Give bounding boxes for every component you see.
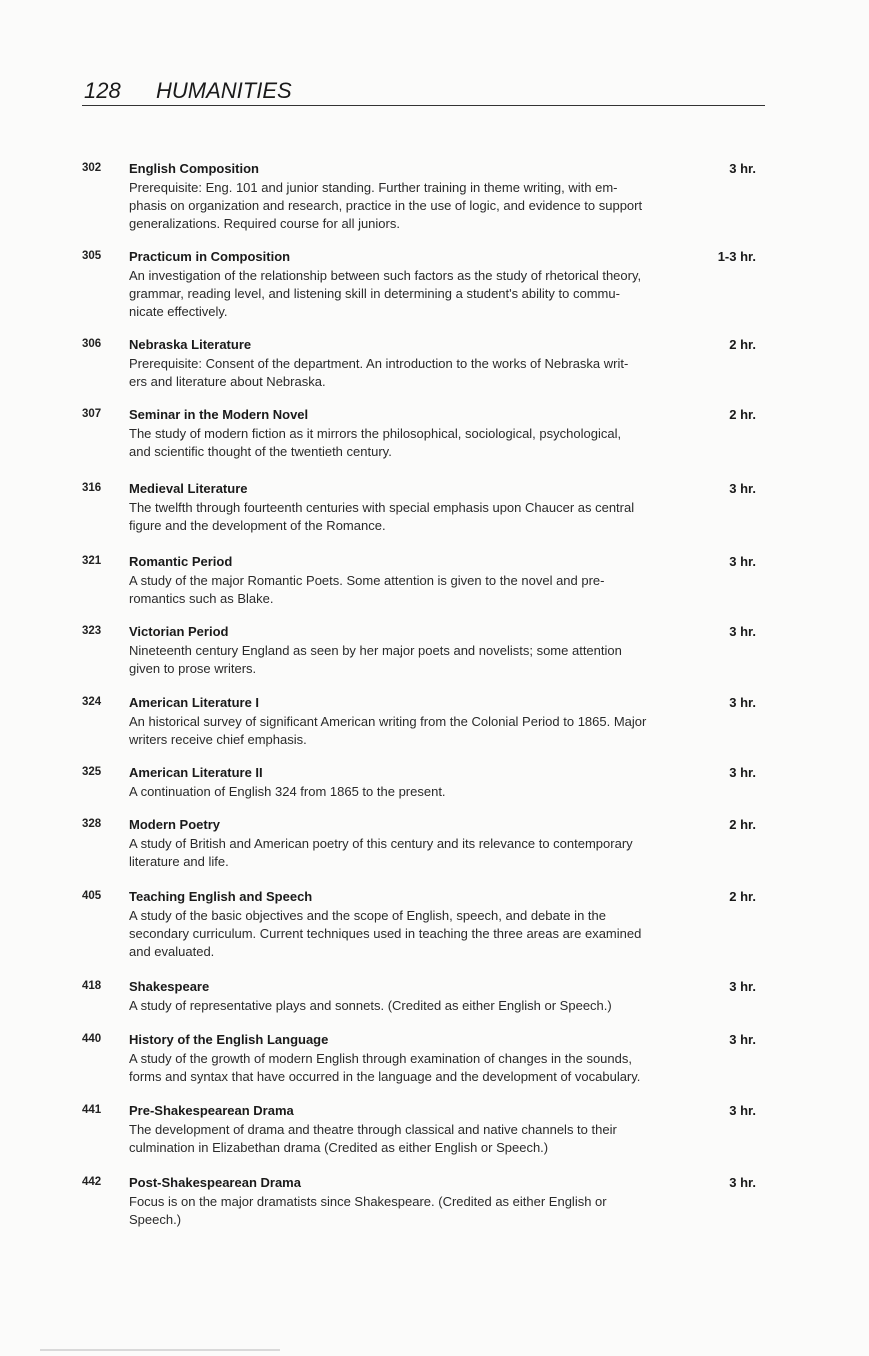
- course-title: Shakespeare: [129, 979, 210, 994]
- course-description: A continuation of English 324 from 1865 to the present.: [129, 784, 446, 799]
- course-description: Prerequisite: Consent of the department. An introduction to the works of Nebraska writ- ers and literature about Nebraska.: [129, 356, 629, 390]
- course-title: English Composition: [129, 161, 259, 176]
- course-title: Romantic Period: [129, 554, 233, 569]
- course-hours: 3 hr.: [729, 1175, 756, 1190]
- course-description: An historical survey of significant American writing from the Colonial Period to 1865. Major writers receive chief emphasis.: [129, 714, 647, 748]
- course-title: Post-Shakespearean Drama: [129, 1175, 301, 1190]
- course-description: Nineteenth century England as seen by her major poets and novelists; some attention given to prose writers.: [129, 643, 622, 677]
- header-rule: [82, 105, 765, 106]
- scan-edge-mark: [40, 1349, 280, 1351]
- course-title: American Literature II: [129, 765, 263, 780]
- course-hours: 3 hr.: [729, 554, 756, 569]
- course-hours: 3 hr.: [729, 695, 756, 710]
- course-hours: 3 hr.: [729, 979, 756, 994]
- course-hours: 3 hr.: [729, 624, 756, 639]
- page-number: 128: [84, 78, 121, 103]
- course-hours: 2 hr.: [729, 817, 756, 832]
- course-description: The study of modern fiction as it mirrors the philosophical, sociological, psychological, and scientific thought of the twentieth century.: [129, 426, 622, 460]
- course-description: Focus is on the major dramatists since Shakespeare. (Credited as either English or Speech.): [129, 1194, 607, 1228]
- course-hours: 2 hr.: [729, 407, 756, 422]
- course-number: 328: [82, 818, 102, 830]
- course-title: American Literature I: [129, 695, 260, 710]
- course-hours: 1-3 hr.: [717, 249, 756, 264]
- course-number: 302: [82, 162, 102, 174]
- course-description: A study of the major Romantic Poets. Some attention is given to the novel and pre- romantics such as Blake.: [129, 573, 605, 607]
- course-description: A study of representative plays and sonnets. (Credited as either English or Speech.): [129, 998, 612, 1013]
- course-number: 306: [82, 338, 102, 350]
- section-title: HUMANITIES: [156, 78, 292, 103]
- course-number: 440: [82, 1033, 102, 1045]
- course-description: Prerequisite: Eng. 101 and junior standing. Further training in theme writing, with em- phasis on organization and research, practice in the use of logic, and evidence to support generalizations. Required course for all juniors.: [129, 180, 643, 232]
- course-number: 325: [82, 766, 102, 778]
- course-hours: 2 hr.: [729, 889, 756, 904]
- course-number: 307: [82, 408, 102, 420]
- course-description: A study of the growth of modern English through examination of changes in the sounds, forms and syntax that have occurred in the language and the development of vocabulary.: [129, 1051, 641, 1085]
- course-title: History of the English Language: [129, 1032, 329, 1047]
- course-number: 323: [82, 625, 102, 637]
- course-number: 441: [82, 1104, 102, 1116]
- course-hours: 2 hr.: [729, 337, 756, 352]
- course-hours: 3 hr.: [729, 1103, 756, 1118]
- course-number: 405: [82, 890, 102, 902]
- course-title: Victorian Period: [129, 624, 229, 639]
- course-number: 321: [82, 555, 102, 567]
- course-title: Seminar in the Modern Novel: [129, 407, 309, 422]
- course-number: 316: [82, 482, 102, 494]
- course-hours: 3 hr.: [729, 481, 756, 496]
- course-number: 305: [82, 250, 102, 262]
- course-number: 418: [82, 980, 102, 992]
- course-description: The development of drama and theatre through classical and native channels to their culmination in Elizabethan drama (Credited as either English or Speech.): [129, 1122, 617, 1156]
- page-header: [84, 78, 764, 108]
- course-title: Nebraska Literature: [129, 337, 252, 352]
- course-description: An investigation of the relationship between such factors as the study of rhetorical theory, grammar, reading level, and listening skill in determining a student's ability to commu- nicate effectively.: [129, 268, 642, 320]
- course-hours: 3 hr.: [729, 161, 756, 176]
- course-title: Teaching English and Speech: [129, 889, 313, 904]
- course-title: Practicum in Composition: [129, 249, 291, 264]
- course-number: 324: [82, 696, 102, 708]
- course-description: A study of the basic objectives and the scope of English, speech, and debate in the secondary curriculum. Current techniques used in teaching the three areas are examined and evaluated.: [129, 908, 642, 960]
- course-number: 442: [82, 1176, 102, 1188]
- course-title: Medieval Literature: [129, 481, 248, 496]
- course-title: Pre-Shakespearean Drama: [129, 1103, 294, 1118]
- course-title: Modern Poetry: [129, 817, 221, 832]
- course-description: A study of British and American poetry of this century and its relevance to contemporary literature and life.: [129, 836, 633, 870]
- course-hours: 3 hr.: [729, 765, 756, 780]
- course-hours: 3 hr.: [729, 1032, 756, 1047]
- course-description: The twelfth through fourteenth centuries with special emphasis upon Chaucer as central figure and the development of the Romance.: [129, 500, 635, 534]
